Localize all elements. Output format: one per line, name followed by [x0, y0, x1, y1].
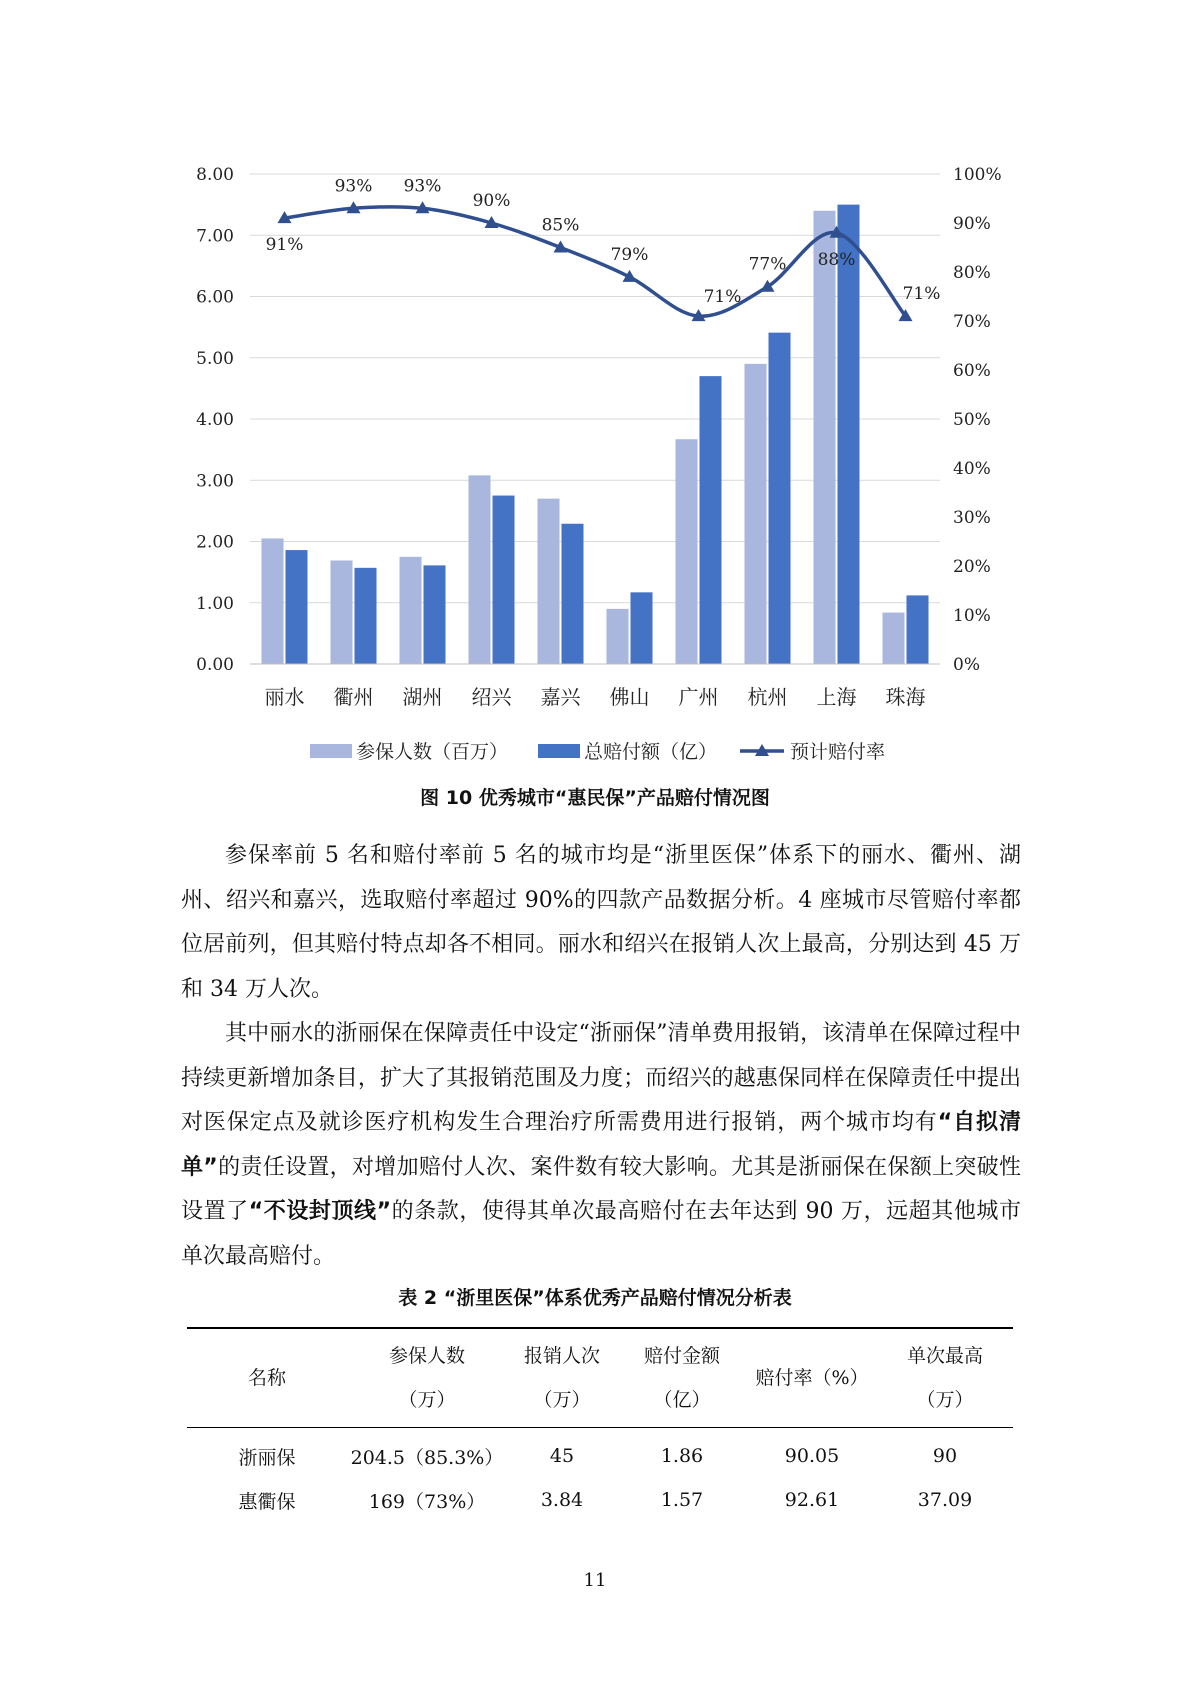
right-tick-label: 0%: [953, 655, 980, 675]
cell: 92.61: [784, 1489, 840, 1511]
right-tick-label: 60%: [953, 361, 991, 381]
figure-caption: 图 10 优秀城市“惠民保”产品赔付情况图: [420, 787, 770, 809]
bar-payout: [562, 524, 584, 664]
left-axis-ticks: [196, 165, 234, 675]
header-insured-line2: （万）: [398, 1389, 456, 1411]
bar-payout: [424, 565, 446, 664]
bar-insured: [745, 364, 767, 664]
gridlines: [250, 174, 940, 603]
paragraph-2-text-2: 的责任设置，对增加赔付人次、案件数有较大影响。尤其是浙丽保在保额上突破性设置了: [181, 1154, 1021, 1225]
header-reimburse: [507, 1328, 617, 1428]
bar-insured: [814, 211, 836, 664]
rate-data-label: 93%: [403, 176, 442, 197]
legend-label-insured: 参保人数（百万）: [356, 741, 509, 763]
right-tick-label: 50%: [953, 410, 991, 430]
bar-payout: [493, 496, 515, 664]
left-tick-label: 3.00: [196, 471, 234, 492]
cell: 1.86: [660, 1445, 704, 1467]
category-label: 佛山: [609, 685, 650, 709]
category-label: 广州: [678, 685, 719, 709]
legend: [310, 741, 885, 763]
header-reimburse-line2: （万）: [533, 1389, 591, 1411]
category-labels: [265, 685, 926, 709]
legend-label-rate: 预计赔付率: [790, 741, 886, 763]
bar-insured: [538, 499, 560, 664]
category-label: 绍兴: [471, 685, 512, 709]
header-reimburse-line1: 报销人次: [523, 1345, 600, 1367]
category-label: 衢州: [333, 685, 374, 709]
table-row: [187, 1428, 1013, 1479]
right-axis-ticks: [953, 165, 1002, 675]
right-tick-label: 20%: [953, 557, 991, 577]
header-rate: [747, 1328, 877, 1428]
bar-insured: [607, 609, 629, 664]
header-max-line2: （万）: [916, 1389, 974, 1411]
header-max: [877, 1328, 1013, 1428]
rate-data-label: 85%: [541, 215, 580, 236]
header-amount-line1: 赔付金额: [643, 1345, 720, 1367]
bar-insured: [676, 439, 698, 664]
rate-data-label: 93%: [334, 176, 373, 197]
rate-data-label: 88%: [817, 249, 856, 270]
left-tick-label: 8.00: [196, 165, 234, 185]
left-tick-label: 7.00: [196, 226, 234, 247]
category-label: 珠海: [885, 685, 926, 709]
cell: 1.57: [660, 1489, 704, 1511]
data-table: [187, 1327, 1013, 1522]
paragraph-2-bold-1: “自拟清单”: [181, 1110, 1021, 1180]
header-name: [187, 1328, 347, 1428]
right-tick-label: 70%: [953, 312, 991, 332]
paragraph-2-text-3: 的条款，使得其单次最高赔付在去年达到 90 万，远超其他城市单次最高赔付。: [181, 1199, 1021, 1269]
page-number: 11: [583, 1570, 607, 1591]
cell: 浙丽保: [238, 1446, 296, 1469]
bar-payout: [700, 376, 722, 664]
right-tick-label: 80%: [953, 263, 991, 283]
cell: 惠衢保: [238, 1490, 296, 1513]
left-tick-label: 1.00: [196, 593, 234, 614]
category-label: 杭州: [747, 685, 788, 709]
bar-payout: [286, 550, 308, 664]
header-amount-line2: （亿）: [653, 1389, 711, 1411]
bar-payout: [355, 568, 377, 664]
bar-insured: [469, 475, 491, 664]
rate-line: [285, 207, 906, 316]
category-label: 嘉兴: [540, 685, 581, 709]
header-amount: [617, 1328, 747, 1428]
cell: 169（73%）: [368, 1490, 486, 1513]
legend-swatch-insured: [310, 744, 352, 758]
paragraph-2: [181, 1012, 1021, 1280]
bars: [262, 205, 929, 664]
rate-data-label: 79%: [610, 244, 649, 265]
bar-insured: [883, 613, 905, 664]
table-row: [187, 1478, 1013, 1522]
rate-data-label: 71%: [902, 284, 941, 305]
left-tick-label: 0.00: [196, 655, 234, 675]
right-tick-label: 90%: [953, 214, 991, 234]
table-header-row: [187, 1328, 1013, 1428]
legend-label-payout: 总赔付额（亿）: [584, 741, 718, 763]
left-tick-label: 2.00: [196, 532, 234, 553]
cell: 90: [932, 1445, 958, 1467]
cell: 90.05: [784, 1445, 840, 1467]
right-tick-label: 100%: [953, 165, 1002, 185]
bar-payout: [838, 205, 860, 664]
rate-data-label: 71%: [703, 287, 742, 308]
table-caption: 表 2 “浙里医保”体系优秀产品赔付情况分析表: [398, 1287, 792, 1309]
header-insured-line1: 参保人数: [388, 1345, 465, 1367]
bar-payout: [769, 333, 791, 664]
rate-data-label: 91%: [265, 235, 304, 256]
paragraph-2-bold-2: “不设封顶线”: [248, 1199, 392, 1225]
left-tick-label: 5.00: [196, 348, 234, 369]
header-insured: [347, 1328, 507, 1428]
category-label: 上海: [816, 685, 857, 709]
rate-data-label: 90%: [472, 191, 511, 211]
right-tick-label: 40%: [953, 459, 991, 479]
chart: [0, 0, 1190, 780]
header-max-line1: 单次最高: [906, 1345, 983, 1367]
left-tick-label: 4.00: [196, 410, 234, 430]
right-tick-label: 10%: [953, 606, 991, 626]
bar-payout: [631, 592, 653, 664]
category-label: 湖州: [402, 685, 443, 709]
category-label: 丽水: [264, 685, 305, 709]
cell: 204.5（85.3%）: [350, 1446, 504, 1469]
bar-insured: [262, 538, 284, 664]
header-name-line1: 名称: [247, 1367, 286, 1389]
cell: 45: [549, 1445, 575, 1467]
right-tick-label: 30%: [953, 508, 991, 528]
rate-data-label: 77%: [748, 254, 787, 275]
paragraph-1: 参保率前 5 名和赔付率前 5 名的城市均是“浙里医保”体系下的丽水、衢州、湖州、绍兴和嘉兴，选取赔付率超过 90%的四款产品数据分析。4 座城市尽管赔付率都位居前列，但其赔付特点却各不相同。丽水和绍兴在报销人次上最高，分别达到 45 万和 34 万人次。: [181, 843, 1021, 1002]
legend-swatch-payout: [538, 744, 580, 758]
header-rate-line1: 赔付率（%）: [755, 1367, 869, 1389]
cell: 3.84: [540, 1489, 584, 1511]
cell: 37.09: [917, 1489, 973, 1511]
bar-payout: [907, 595, 929, 664]
bar-insured: [331, 560, 353, 664]
left-tick-label: 6.00: [196, 287, 234, 308]
bar-insured: [400, 557, 422, 664]
paragraph-2-text-1: 其中丽水的浙丽保在保障责任中设定“浙丽保”清单费用报销，该清单在保障过程中持续更新增加条目，扩大了其报销范围及力度；而绍兴的越惠保同样在保障责任中提出对医保定点及就诊医疗机构发生合理治疗所需费用进行报销，两个城市均有: [181, 1021, 1021, 1136]
